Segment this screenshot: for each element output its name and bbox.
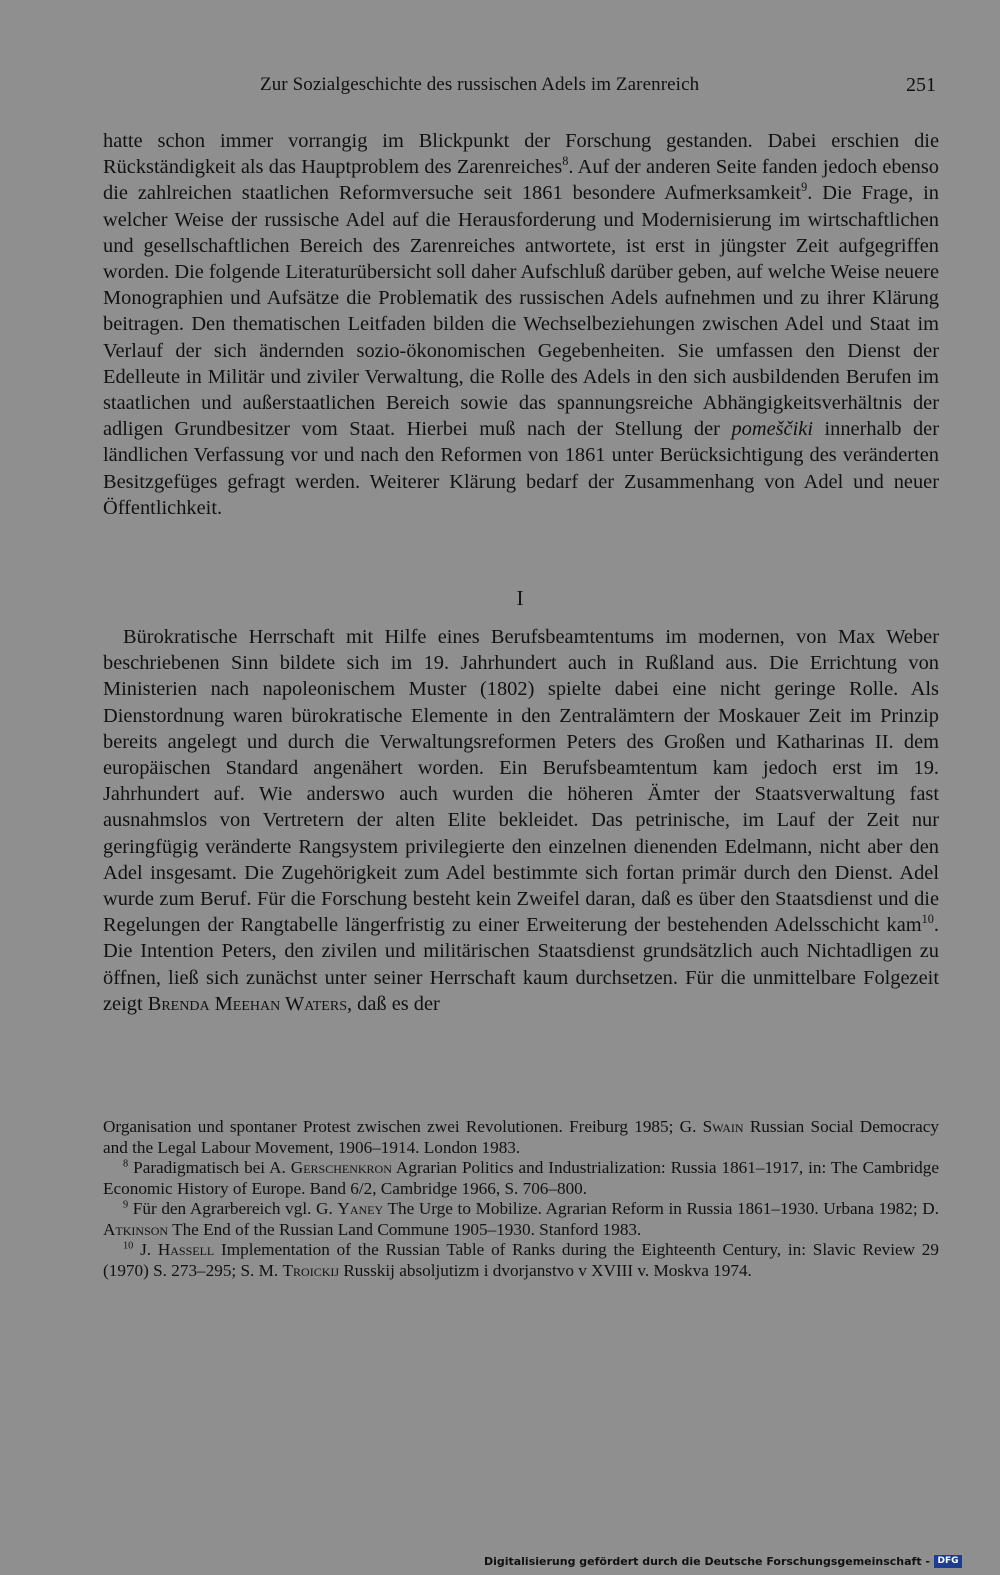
paragraph-text: innerhalb der ländlichen Verfassung vor und nach den Reformen von 1861 unter Berücksichtigung des veränderten Besitzgefüges gefragt werden. Weiterer Klärung bedarf der Zusammenhang von Adel und neuer Öffentlichkeit.	[103, 418, 940, 519]
footnote-text: The End of the Russian Land Commune 1905–1930. Stanford 1983.	[168, 1219, 642, 1239]
paragraph-text: hatte schon immer vorrangig im Blickpunkt der Forschung gestanden. Dabei erschien die Rückständigkeit als das Hauptproblem des Zarenreiches	[103, 130, 939, 179]
running-title: Zur Sozialgeschichte des russischen Adels im Zarenreich	[260, 74, 700, 95]
footnote-number: 10	[123, 1240, 134, 1252]
running-head	[100, 74, 940, 100]
author-name: Yaney	[337, 1199, 384, 1218]
body-paragraph-2	[103, 624, 939, 1017]
footnote-text: Organisation und spontaner Protest zwischen zwei Revolutionen. Freiburg 1985; G.	[103, 1117, 703, 1136]
footnote-ref-9: 9	[801, 180, 808, 195]
footnote-text: The Urge to Mobilize. Agrarian Reform in Russia 1861–1930. Urbana 1982; D.	[383, 1199, 939, 1218]
author-name: Troickij	[282, 1260, 340, 1280]
paragraph-text: . Auf der anderen Seite fanden jedoch ebenso die zahlreichen staatlichen Reformversuche seit 1861 besondere Aufmerksamkeit	[103, 156, 939, 205]
digitization-credit	[484, 1553, 962, 1569]
footnote-ref-10: 10	[921, 912, 934, 927]
footnote-9	[103, 1199, 939, 1240]
footnote-text: Russkij absoljutizm i dvorjanstvo v XVIII v. Moskva 1974.	[339, 1260, 752, 1280]
footnote-8	[103, 1158, 939, 1199]
footnote-10	[103, 1240, 939, 1281]
dfg-logo: DFG	[934, 1555, 962, 1568]
footnote-number: 9	[123, 1199, 129, 1211]
section-heading: I	[516, 586, 524, 610]
paragraph-text: . Die Frage, in welcher Weise der russische Adel auf die Herausforderung und Modernisierung im wirtschaftlichen und gesellschaftlichen Bereich des Zarenreiches antwortete, ist erst in jüngster Zeit aufgegriffen worden. Die folgende Literaturübersicht soll daher Aufschluß darüber geben, auf welche Weise neuere Monographien und Aufsätze die Problematik des russischen Adels aufnehmen und zu ihrer Klärung beitragen. Den thematischen Leitfaden bilden die Wechselbeziehungen zwischen Adel und Staat im Verlauf der sich ändernden sozio-ökonomischen Gegebenheiten. Sie umfassen den Dienst der Edelleute in Militär und ziviler Verwaltung, die Rolle des Adels in den sich ausbildenden Berufen im staatlichen und außerstaatlichen Bereich sowie das spannungsreiche Abhängigkeitsverhältnis der adligen Grundbesitzer vom Staat. Hierbei muß nach der Stellung der	[103, 182, 940, 441]
footnote-text: Für den Agrarbereich vgl. G.	[128, 1199, 338, 1218]
body-paragraph-1	[103, 128, 939, 521]
author-name: Swain	[702, 1117, 744, 1136]
footnote-continuation	[103, 1117, 939, 1158]
paragraph-text: Bürokratische Herrschaft mit Hilfe eines Berufsbeamtentums im modernen, von Max Weber beschriebenen Sinn bildete sich im 19. Jahrhundert auch in Rußland aus. Die Errichtung von Ministerien nach napoleonischem Muster (1802) spielte dabei eine nicht geringe Rolle. Als Dienstordnung waren bürokratische Elemente in den Zentralämtern der Moskauer Zeit im Prinzip bereits angelegt und durch die Verwaltungsreformen Peters des Großen und Katharinas II. dem europäischen Standard angenähert worden. Ein Berufsbeamtentum kam jedoch erst im 19. Jahrhundert auf. Wie anderswo auch wurden die höheren Ämter der Staatsverwaltung fast ausnahmslos von Vertretern der alten Elite bekleidet. Das petrinische, im Lauf der Zeit nur geringfügig veränderte Rangsystem privilegierte den einzelnen dienenden Edelmann, nicht aber den Adel insgesamt. Die Zugehörigkeit zum Adel bestimmte sich fortan primär durch den Dienst. Adel wurde zum Beruf. Für die Forschung besteht kein Zweifel daran, daß es über den Staatsdienst und die Regelungen der Rangtabelle längerfristig zu einer Erweiterung der bestehenden Adelsschicht kam	[103, 626, 939, 937]
footnote-text: Paradigmatisch bei A.	[128, 1158, 291, 1177]
paragraph-text: , daß es der	[346, 992, 440, 1015]
paragraph-text: . Die Intention Peters, den zivilen und militärischen Staatsdienst grundsätzlich auch Nichtadligen zu öffnen, ließ sich zunächst unter seiner Herrschaft kaum durchsetzen. Für die unmittelbare Folgezeit zeigt	[103, 914, 939, 1015]
footnote-text: Implementation of the Russian Table of Ranks during the Eighteenth Century, in: Slavic Review 29 (1970) S. 273–295; S. M.	[103, 1240, 939, 1280]
author-name: Hassell	[157, 1240, 215, 1259]
footnote-ref-8: 8	[562, 154, 569, 169]
credit-text: Digitalisierung gefördert durch die Deutsche Forschungsgemeinschaft -	[483, 1554, 930, 1568]
footnotes	[103, 1117, 939, 1281]
footnote-text: Russian Social Democracy and the Legal Labour Movement, 1906–1914. London 1983.	[103, 1117, 940, 1157]
italic-term: pomeščiki	[731, 418, 813, 441]
author-name: Brenda Meehan Waters	[147, 992, 347, 1015]
author-name: Atkinson	[103, 1219, 169, 1239]
page-number: 251	[906, 74, 936, 96]
footnote-text: J.	[133, 1240, 158, 1259]
footnote-text: Agrarian Politics and Industrialization: Russia 1861–1917, in: The Cambridge Economic History of Europe. Band 6/2, Cambridge 1966, S. 706–800.	[103, 1158, 939, 1198]
footnote-number: 8	[123, 1158, 129, 1170]
author-name: Gerschenkron	[290, 1158, 392, 1177]
